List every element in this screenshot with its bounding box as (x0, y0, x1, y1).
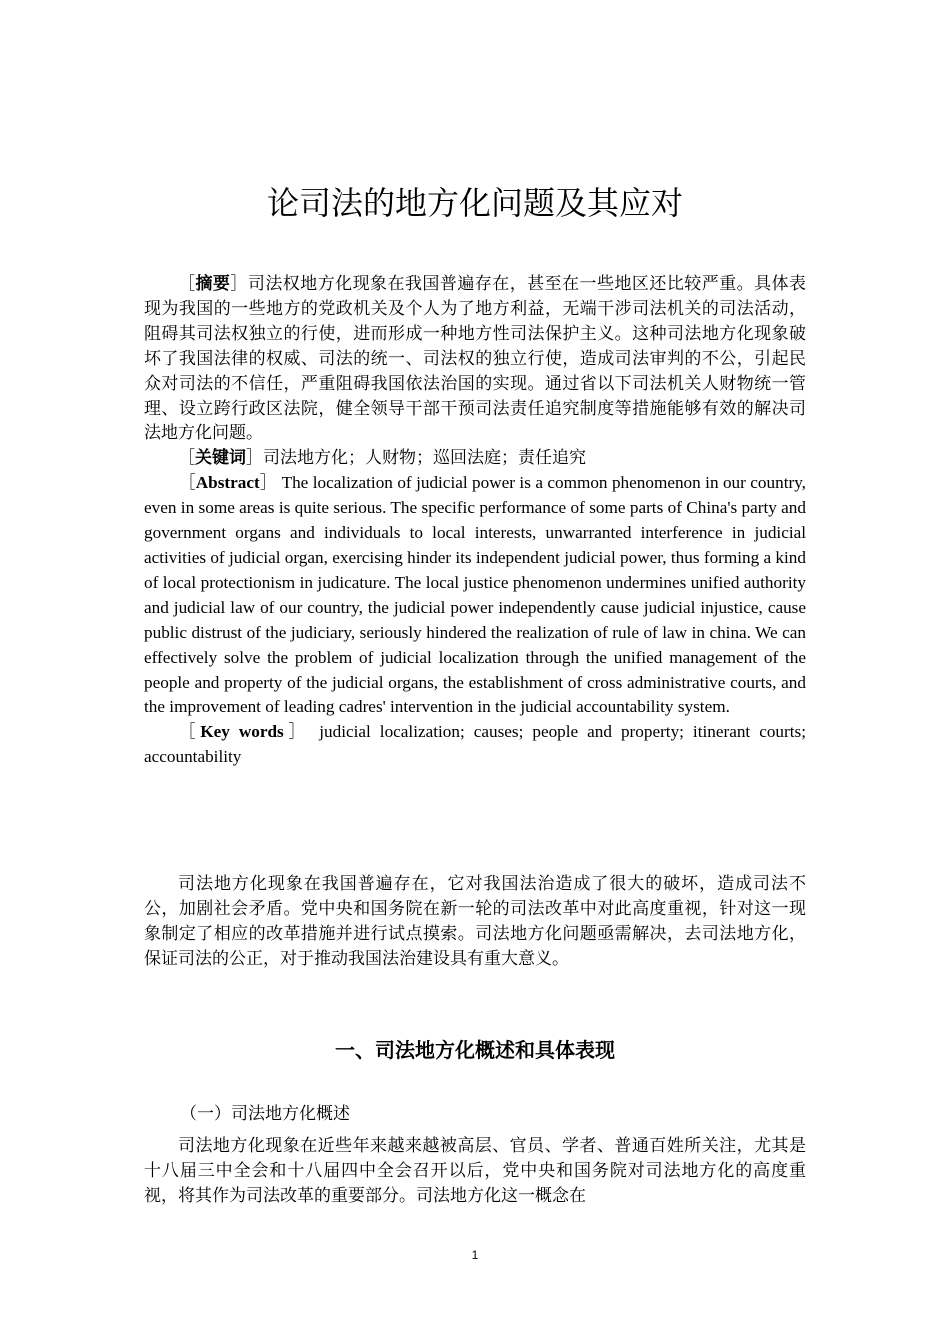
keywords-en-label: Key words (200, 722, 284, 742)
intro-block (144, 872, 806, 972)
keywords-en-text: judicial localization; causes; people and property; itinerant courts; accountability (144, 722, 806, 767)
abstract-cn-text: 司法权地方化现象在我国普遍存在，甚至在一些地区还比较严重。具体表现为我国的一些地方的党政机关及个人为了地方利益，无端干涉司法机关的司法活动，阻碍其司法权独立的行使，进而形成一种地方性司法保护主义。这种司法地方化现象破坏了我国法律的权威、司法的统一、司法权的独立行使，造成司法审判的不公，引起民众对司法的不信任，严重阻碍我国依法治国的实现。通过省以下司法机关人财物统一管理、设立跨行政区法院，健全领导干部干预司法责任追究制度等措施能够有效的解决司法地方化问题。 (144, 274, 807, 444)
keywords-cn: ［关键词］司法地方化；人财物；巡回法庭；责任追究 (178, 448, 586, 469)
abstract-block (144, 272, 806, 770)
abstract-cn: ［摘要］司法权地方化现象在我国普遍存在，甚至在一些地区还比较严重。具体表现为我国的一些地方的党政机关及个人为了地方利益，无端干涉司法机关的司法活动，阻碍其司法权独立的行使，进而形成一种地方性司法保护主义。这种司法地方化现象破坏了我国法律的权威、司法的统一、司法权的独立行使，造成司法审判的不公，引起民众对司法的不信任，严重阻碍我国依法治国的实现。通过省以下司法机关人财物统一管理、设立跨行政区法院，健全领导干部干预司法责任追究制度等措施能够有效的解决司法地方化问题。 (144, 274, 807, 444)
subsection-heading-1: （一）司法地方化概述 (180, 1104, 350, 1124)
subsection-1-paragraph: 司法地方化现象在近些年来越来越被高层、官员、学者、普通百姓所关注，尤其是十八届三中全会和十八届四中全会召开以后，党中央和国务院对司法地方化的高度重视，将其作为司法改革的重要部分。司法地方化这一概念在 (144, 1136, 806, 1206)
subsection-1-body (144, 1134, 806, 1209)
abstract-en: ［Abstract］ The localization of judicial power is a common phenomenon in our country, even in some areas is quite serious. The specific performance of some parts of China's party and government organs and individuals to local interests, unwarranted interference in judicial activities of judicial organ, exercising hinder its independent judicial power, thus forming a kind of local protectionism in judicature. The local justice phenomenon undermines unified authority and judicial law of our country, the judicial power independently cause judicial injustice, cause public distrust of the judiciary, seriously hindered the realization of rule of law in china. We can effectively solve the problem of judicial localization through the unified management of the people and property of the judicial organs, the establishment of cross administrative courts, and the improvement of leading cadres' intervention in the judicial accountability system. (144, 473, 806, 717)
section-heading-1: 一、司法地方化概述和具体表现 (335, 1038, 615, 1062)
intro-paragraph: 司法地方化现象在我国普遍存在，它对我国法治造成了很大的破坏，造成司法不公，加剧社会矛盾。党中央和国务院在新一轮的司法改革中对此高度重视，针对这一现象制定了相应的改革措施并进行试点摸索。司法地方化问题亟需解决，去司法地方化，保证司法的公正，对于推动我国法治建设具有重大意义。 (144, 874, 806, 969)
abstract-en-text: The localization of judicial power is a common phenomenon in our country, even in some areas is quite serious. The specific performance of some parts of China's party and government organs and individuals to local interests, unwarranted interference in judicial activities of judicial organ, exercising hinder its independent judicial power, thus forming a kind of local protectionism in judicature. The local justice phenomenon undermines unified authority and judicial law of our country, the judicial power independently cause judicial injustice, cause public distrust of the judiciary, seriously hindered the realization of rule of law in china. We can effectively solve the problem of judicial localization through the unified management of the people and property of the judicial organs, the establishment of cross administrative courts, and the improvement of leading cadres' intervention in the judicial accountability system. (144, 473, 806, 717)
paper-title: 论司法的地方化问题及其应对 (266, 184, 683, 222)
abstract-en-label: Abstract (195, 473, 260, 493)
keywords-en: ［Key words］ judicial localization; causes; people and property; itinerant courts; accountability (144, 722, 806, 767)
page-number: 1 (471, 1248, 479, 1262)
keywords-cn-text: 司法地方化；人财物；巡回法庭；责任追究 (263, 448, 586, 469)
keywords-cn-label: 关键词 (195, 448, 246, 469)
abstract-cn-label: 摘要 (195, 274, 231, 294)
